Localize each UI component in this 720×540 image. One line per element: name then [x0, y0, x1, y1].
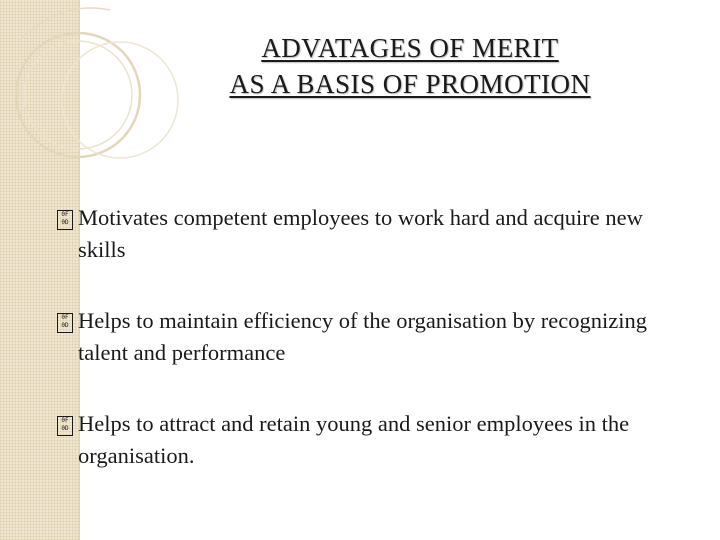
page-title	[150, 30, 670, 102]
title-line-2: AS A BASIS OF PROMOTION	[229, 69, 591, 99]
title-line-1: ADVATAGES OF MERIT	[261, 33, 559, 63]
bullet-text: Motivates competent employees to work hard and acquire new skills	[78, 205, 643, 262]
bullet-item	[52, 305, 652, 369]
bullet-text: Helps to attract and retain young and senior employees in the organisation.	[78, 411, 630, 468]
bullet-list	[52, 202, 652, 511]
bullet-item	[52, 202, 652, 266]
missing-glyph-icon: 0F 0D	[57, 210, 73, 230]
missing-glyph-icon: 0F 0D	[57, 416, 73, 436]
bullet-item	[52, 408, 652, 472]
bullet-text: Helps to maintain efficiency of the organisation by recognizing talent and performance	[78, 308, 648, 365]
missing-glyph-icon: 0F 0D	[57, 313, 73, 333]
